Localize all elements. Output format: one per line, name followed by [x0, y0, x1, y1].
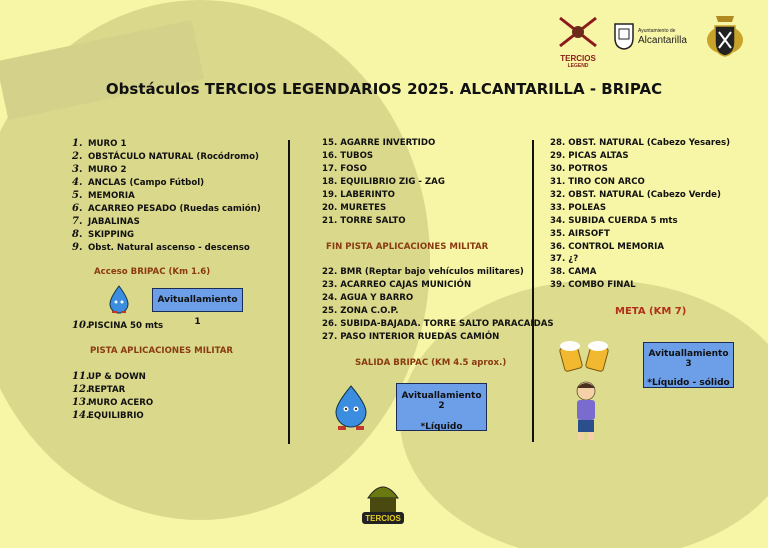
beer-mugs-icon	[556, 334, 612, 374]
avituallamiento-3-box	[643, 342, 734, 388]
list-item: 32. OBST. NATURAL (Cabezo Verde)	[550, 190, 721, 200]
list-item: 31. TIRO CON ARCO	[550, 177, 645, 187]
list-item: 3. MURO 2	[72, 164, 127, 175]
avituallamiento-2-sub: *Líquido	[420, 422, 463, 432]
list-item: 18. EQUILIBRIO ZIG - ZAG	[322, 177, 445, 187]
fin-pista-label: FIN PISTA APLICACIONES MILITAR	[326, 242, 489, 252]
tercios-logo-sub: LEGEND	[567, 63, 589, 69]
list-item: 28. OBST. NATURAL (Cabezo Yesares)	[550, 138, 731, 148]
list-item: 6. ACARREO PESADO (Ruedas camión)	[72, 203, 261, 214]
avituallamiento-3-sub: *Líquido - sólido	[647, 378, 730, 388]
salida-bripac-label: SALIDA BRIPAC (KM 4.5 aprox.)	[355, 358, 507, 368]
ayuntamiento-name: Alcantarilla	[638, 35, 687, 46]
tercios-logo-text: TERCIOS	[560, 54, 596, 63]
list-item: 38. CAMA	[550, 267, 597, 277]
list-item: 19. LABERINTO	[322, 190, 395, 200]
list-item: 39. COMBO FINAL	[550, 280, 636, 290]
list-item: 15. AGARRE INVERTIDO	[322, 138, 436, 148]
list-item: 14.EQUILIBRIO	[72, 410, 144, 421]
list-item: 22. BMR (Reptar bajo vehículos militares)	[322, 267, 524, 277]
list-item: 17. FOSO	[322, 164, 367, 174]
list-item: 2. OBSTÁCULO NATURAL (Rocódromo)	[72, 151, 259, 162]
footer-tercios-text: TERCIOS	[365, 514, 401, 523]
list-item: 30. POTROS	[550, 164, 608, 174]
list-item: 25. ZONA C.O.P.	[322, 306, 399, 316]
list-item: 37. ¿?	[550, 254, 579, 264]
list-item: 24. AGUA Y BARRO	[322, 293, 414, 303]
ayuntamiento-small: Ayuntamiento de	[638, 28, 676, 34]
list-item: 29. PICAS ALTAS	[550, 151, 629, 161]
list-item: 23. ACARREO CAJAS MUNICIÓN	[322, 280, 472, 290]
avituallamiento-2-title: Avituallamiento 2	[401, 391, 482, 411]
list-item: 1. MURO 1	[72, 138, 127, 149]
soldier-helmet-icon	[360, 476, 406, 532]
list-item: 4. ANCLAS (Campo Fútbol)	[72, 177, 205, 188]
avituallamiento-3-title: Avituallamiento 3	[648, 349, 729, 369]
list-item: 35. AIRSOFT	[550, 229, 610, 239]
pista-aplicaciones-label: PISTA APLICACIONES MILITAR	[90, 346, 234, 356]
list-item: 9. Obst. Natural ascenso - descenso	[72, 242, 250, 253]
list-item: 5. MEMORIA	[72, 190, 135, 201]
list-item: 26. SUBIDA-BAJADA. TORRE SALTO PARACAIDAS	[322, 319, 554, 329]
list-item: 34. SUBIDA CUERDA 5 mts	[550, 216, 678, 226]
acceso-bripac-label: Acceso BRIPAC (Km 1.6)	[94, 267, 211, 277]
footer-tercios-logo	[360, 476, 406, 532]
page-title: Obstáculos TERCIOS LEGENDARIOS 2025. ALCANTARILLA - BRIPAC	[105, 80, 663, 98]
list-item: 10.PISCINA 50 mts	[72, 320, 164, 331]
list-item: 7. JABALINAS	[72, 216, 140, 227]
list-item: 16. TUBOS	[322, 151, 374, 161]
list-item: 33. POLEAS	[550, 203, 607, 213]
avituallamiento-1-label: Avituallamiento 1	[157, 295, 238, 327]
list-item: 11.UP & DOWN	[72, 371, 146, 382]
list-item: 12.REPTAR	[72, 384, 126, 395]
list-item: 8. SKIPPING	[72, 229, 135, 240]
list-item: 27. PASO INTERIOR RUEDAS CAMIÓN	[322, 332, 500, 342]
kid-drinking-icon	[570, 380, 602, 442]
meta-label: META (KM 7)	[615, 306, 687, 317]
list-item: 20. MURETES	[322, 203, 387, 213]
list-item: 21. TORRE SALTO	[322, 216, 406, 226]
list-item: 36. CONTROL MEMORIA	[550, 242, 665, 252]
list-item: 13.MURO ACERO	[72, 397, 154, 408]
